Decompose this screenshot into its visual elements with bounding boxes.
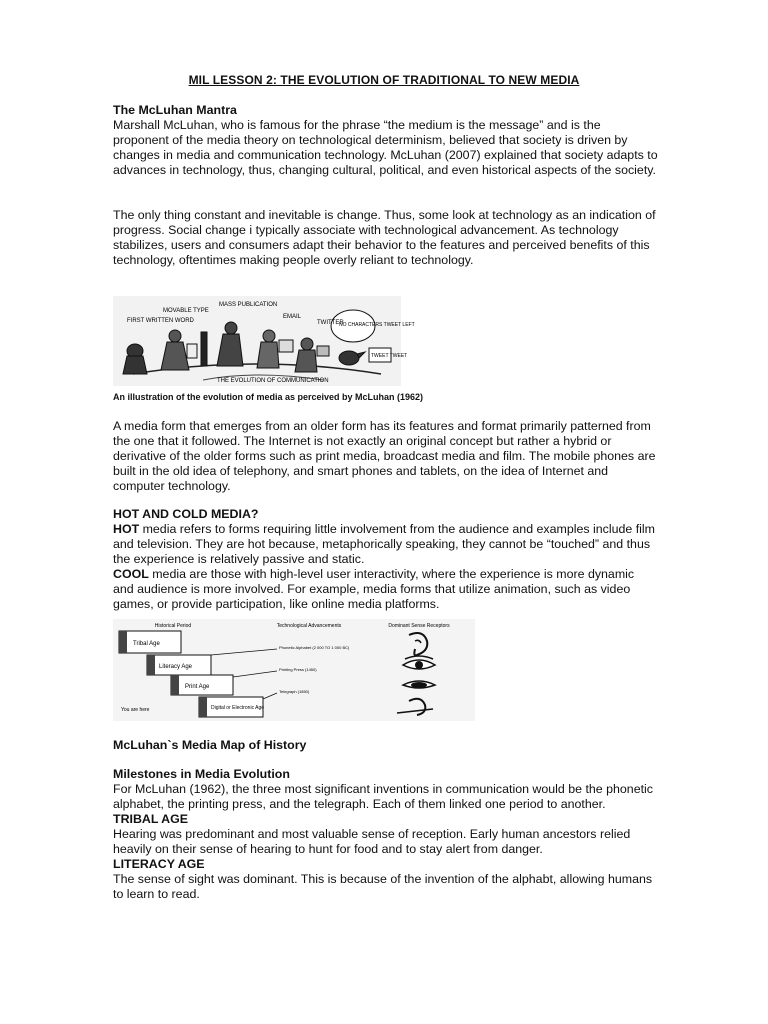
- hot-paragraph: [113, 522, 658, 567]
- figure-evolution-cartoon: [113, 296, 415, 386]
- figure-1-caption: An illustration of the evolution of media as perceived by McLuhan (1962): [113, 392, 424, 402]
- header-dominant-sense: Dominant Sense Receptors: [388, 623, 450, 629]
- hot-text: media refers to forms requiring little involvement from the audience and examples include film and television. They are hot because, metaphorically speaking, they cannot be “touched” and thus the experience is relatively passive and static.: [113, 522, 655, 566]
- media-map-section: [113, 738, 658, 753]
- page-title: MIL LESSON 2: THE EVOLUTION OF TRADITIONAL TO NEW MEDIA: [188, 73, 580, 87]
- age-print: Print Age: [185, 684, 210, 690]
- label-mass-publication: MASS PUBLICATION: [219, 302, 278, 308]
- label-sign: TWEET TWEET: [371, 353, 408, 359]
- tribal-heading: TRIBAL AGE: [113, 812, 189, 826]
- hybrid-section: [113, 419, 658, 494]
- literacy-paragraph: The sense of sight was dominant. This is because of the invention of the alphabt, allowing humans to learn to read.: [113, 872, 653, 901]
- media-map-diagram: [113, 619, 475, 721]
- hot-label: HOT: [113, 522, 140, 536]
- hot-cold-heading: HOT AND COLD MEDIA?: [113, 507, 259, 521]
- label-base: THE EVOLUTION OF COMMUNICATION: [217, 378, 329, 384]
- age-digital: Digital or Electronic Age: [211, 705, 265, 711]
- cartoon-illustration: [113, 296, 415, 386]
- mantra-paragraph-1: Marshall McLuhan, who is famous for the phrase “the medium is the message” and is the proponent of the media theory on technological determinism, believed that society is driven by changes in media and communication technology. McLuhan (2007) explained that society adapts to advances in technology, thus, changing cultural, political, and even historical aspects of the society.: [113, 118, 658, 177]
- hot-cold-section: [113, 507, 658, 612]
- milestones-section: [113, 767, 658, 902]
- label-email: EMAIL: [283, 314, 302, 320]
- figure-media-map: [113, 619, 475, 721]
- label-first-written: FIRST WRITTEN WORD: [127, 318, 194, 324]
- change-section: [113, 208, 658, 268]
- mantra-heading: The McLuhan Mantra: [113, 103, 237, 117]
- label-twitter: TWITTER: [317, 320, 344, 326]
- tribal-paragraph: Hearing was predominant and most valuable sense of reception. Early human ancestors relied heavily on their sense of hearing to hunt for food and to stay alert from danger.: [113, 827, 631, 856]
- cool-text: media are those with high-level user interactivity, where the experience is more dynamic and audience is more involved. For example, media forms that utilize animation, such as video games, or provide participation, like online media platforms.: [113, 567, 635, 611]
- advancement-telegraph: Telegraph (1850): [279, 689, 310, 694]
- mantra-section: [113, 103, 658, 178]
- mantra-paragraph-2: The only thing constant and inevitable is change. Thus, some look at technology as an indication of progress. Social change i typically associate with technological advancement. As technology stabilizes, users and consumers adapt their behavior to the features and perceived benefits of this technology, oftentimes making people overly reliant to technology.: [113, 208, 656, 267]
- hybrid-paragraph: A media form that emerges from an older form has its features and format primarily patterned from the one that it followed. The Internet is not exactly an original concept but rather a hybrid or derivative of the older forms such as print media, broadcast media and film. The mobile phones are built in the old idea of telephony, and smart phones and tablets, on the idea of Internet and computer technology.: [113, 419, 656, 493]
- milestones-heading: Milestones in Media Evolution: [113, 767, 290, 781]
- literacy-heading: LITERACY AGE: [113, 857, 205, 871]
- advancement-printing: Printing Press (1450): [279, 667, 317, 672]
- header-technological-advancements: Technological Advancements: [276, 623, 342, 629]
- label-movable-type: MOVABLE TYPE: [163, 308, 209, 314]
- you-are-here-label: You are here: [121, 707, 150, 713]
- label-speech-bubble: NO CHARACTERS TWEET LEFT: [339, 322, 415, 328]
- age-tribal: Tribal Age: [133, 641, 160, 647]
- advancement-phonetic: Phonetic Alphabet (2 000 TO 1 000 BC): [279, 645, 350, 650]
- cool-paragraph: [113, 567, 658, 612]
- media-map-heading: McLuhan`s Media Map of History: [113, 738, 307, 752]
- cool-label: COOL: [113, 567, 149, 581]
- milestones-paragraph: For McLuhan (1962), the three most significant inventions in communication would be the phonetic alphabet, the printing press, and the telegraph. Each of them linked one period to another.: [113, 782, 653, 811]
- age-literacy: Literacy Age: [159, 664, 193, 670]
- header-historical-period: Historical Period: [154, 623, 192, 629]
